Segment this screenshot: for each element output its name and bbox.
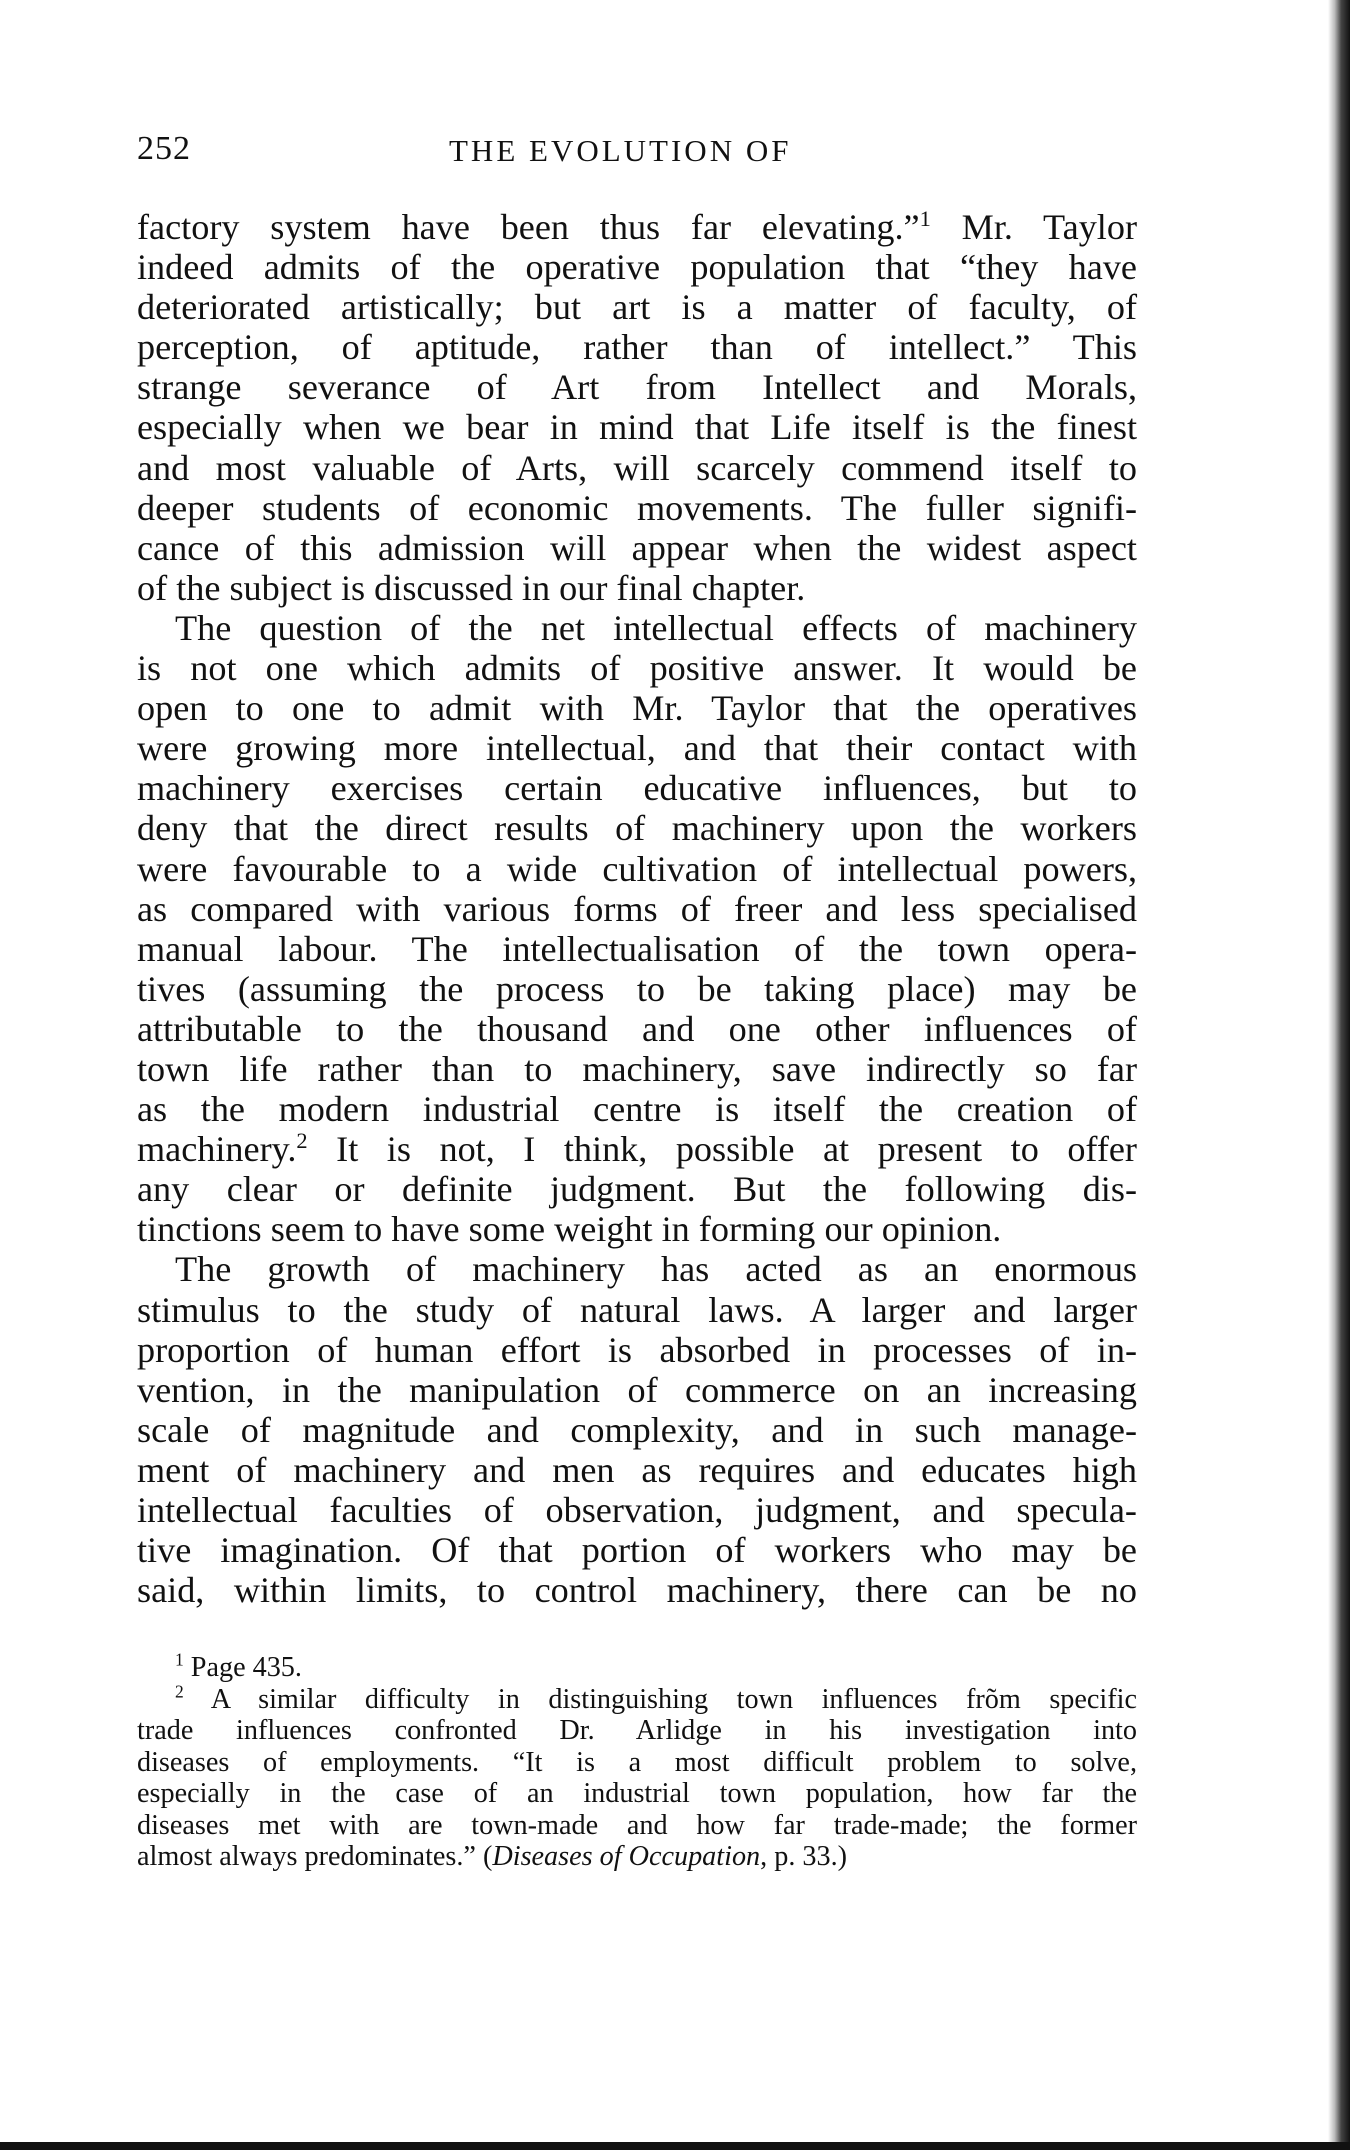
text-line: deteriorated artistically; but art is a matter of faculty, of xyxy=(137,287,1137,328)
text-line: tive imagination. Of that portion of workers who may be xyxy=(137,1530,1137,1571)
footnote-line: especially in the case of an industrial town population, how far the xyxy=(137,1778,1137,1809)
footnote-marker: 2 xyxy=(175,1681,184,1702)
footnote-line: trade influences confronted Dr. Arlidge in his investigation into xyxy=(137,1715,1137,1746)
text-line: machinery exercises certain educative influences, but to xyxy=(137,768,1137,809)
text-line: is not one which admits of positive answer. It would be xyxy=(137,648,1137,689)
text-line: The question of the net intellectual effects of machinery xyxy=(175,607,1137,648)
text-line: tinctions seem to have some weight in forming our opinion. xyxy=(137,1209,1002,1250)
footnote-line: almost always predominates.” (Diseases of Occupation, p. 33.) xyxy=(137,1841,848,1872)
text-line: as compared with various forms of freer and less specialised xyxy=(137,888,1137,929)
text-line: vention, in the manipulation of commerce on an increasing xyxy=(137,1369,1137,1410)
footnote-2: $^2$ A similar difficulty in distinguishing town influences frõm specific xyxy=(175,1681,1137,1715)
text-line: tives (assuming the process to be taking place) may be xyxy=(137,968,1137,1009)
text-line: perception, of aptitude, rather than of intellect.” This xyxy=(137,327,1137,368)
text-line: factory system have been thus far elevating.”$^1$ Mr. Taylor xyxy=(137,205,1137,247)
text-line: were growing more intellectual, and that their contact with xyxy=(137,728,1137,769)
footnote-line: diseases of employments. “It is a most difficult problem to solve, xyxy=(137,1746,1137,1778)
page-bottom-edge xyxy=(0,2142,1350,2150)
text-line: said, within limits, to control machinery, there can be no xyxy=(137,1570,1137,1611)
text-line: ment of machinery and men as requires and educates high xyxy=(137,1449,1137,1490)
text-line: town life rather than to machinery, save indirectly so far xyxy=(137,1048,1137,1089)
text-line: were favourable to a wide cultivation of intellectual powers, xyxy=(137,848,1137,889)
footnote-1: $^1$ Page 435. xyxy=(175,1649,302,1683)
footnote-marker: 1 xyxy=(175,1649,184,1670)
footnote-ref[interactable]: 2 xyxy=(296,1128,308,1154)
page-number: 252 xyxy=(137,130,191,167)
text-line: proportion of human effort is absorbed in processes of in- xyxy=(137,1329,1137,1370)
body-text xyxy=(137,207,1137,1610)
text-line: deeper students of economic movements. The fuller signifi- xyxy=(137,487,1137,528)
text-line: machinery.$^2$ It is not, I think, possible at present to offer xyxy=(137,1128,1137,1170)
text-line: and most valuable of Arts, will scarcely commend itself to xyxy=(137,447,1137,488)
text-line: any clear or definite judgment. But the following dis- xyxy=(137,1169,1137,1210)
text-line: attributable to the thousand and one other influences of xyxy=(137,1008,1137,1049)
footnote-ref[interactable]: 1 xyxy=(919,205,931,231)
text-line: intellectual faculties of observation, judgment, and specula- xyxy=(137,1490,1137,1530)
text-line: of the subject is discussed in our final chapter. xyxy=(137,567,806,608)
running-head: THE EVOLUTION OF xyxy=(449,133,792,168)
text-line: indeed admits of the operative population that “they have xyxy=(137,247,1137,288)
footnotes xyxy=(137,1649,1137,1873)
text-line: manual labour. The intellectualisation of the town opera- xyxy=(137,928,1137,969)
text-line: The growth of machinery has acted as an enormous xyxy=(175,1249,1137,1290)
citation-title: Diseases of Occupation xyxy=(492,1841,761,1872)
page-edge-shadow xyxy=(1328,0,1350,2150)
text-line: deny that the direct results of machinery upon the workers xyxy=(137,808,1137,849)
page-header xyxy=(137,130,1137,180)
text-line: scale of magnitude and complexity, and in such manage- xyxy=(137,1409,1137,1450)
text-line: strange severance of Art from Intellect and Morals, xyxy=(137,367,1137,408)
text-line: cance of this admission will appear when the widest aspect xyxy=(137,527,1137,568)
text-line: stimulus to the study of natural laws. A larger and larger xyxy=(137,1289,1137,1330)
text-line: as the modern industrial centre is itself the creation of xyxy=(137,1089,1137,1130)
text-line: especially when we bear in mind that Life itself is the finest xyxy=(137,407,1137,448)
footnote-line: diseases met with are town-made and how far trade-made; the former xyxy=(137,1809,1137,1841)
text-line: open to one to admit with Mr. Taylor that the operatives xyxy=(137,688,1137,729)
